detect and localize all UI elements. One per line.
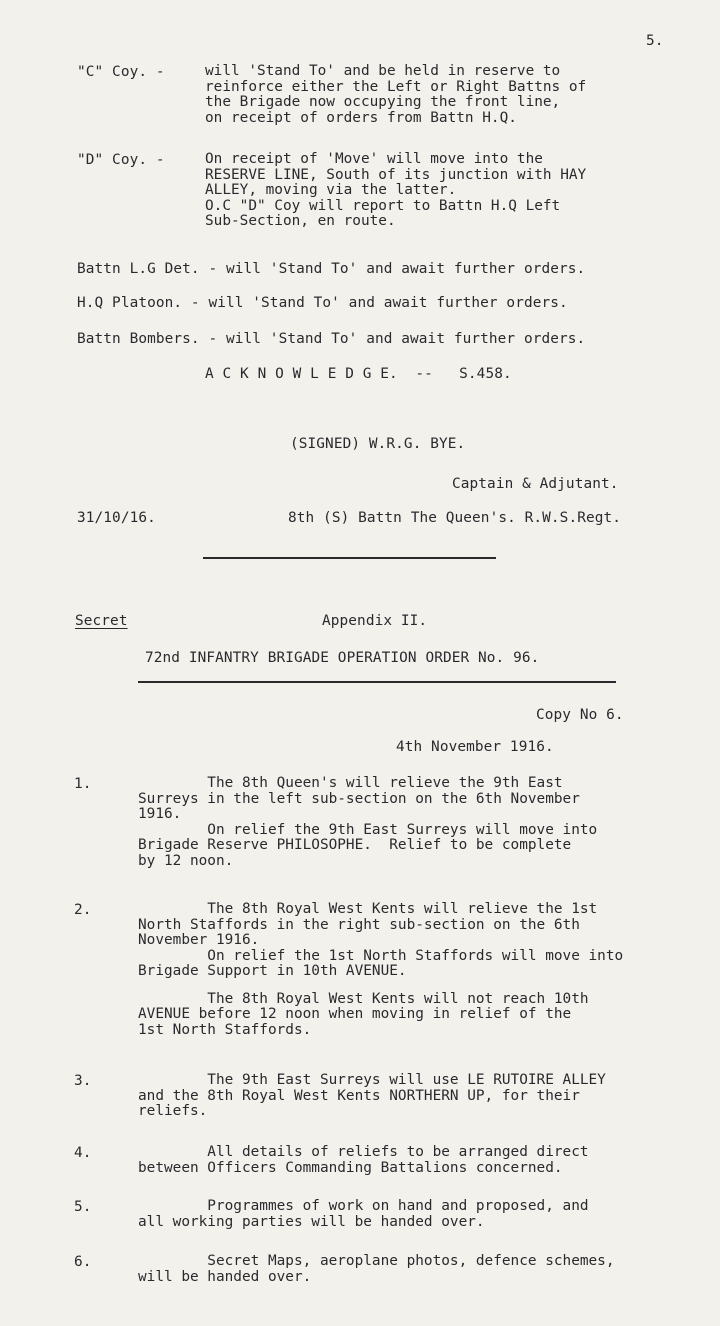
paragraph-line: 1st North Staffords. <box>138 1021 312 1038</box>
paragraph-5 <box>138 1199 589 1230</box>
paragraph-line: Programmes of work on hand and proposed, and <box>138 1198 589 1214</box>
paragraph-3 <box>138 1073 606 1120</box>
paragraph-line: will be handed over. <box>138 1268 312 1285</box>
order-text-c-coy <box>205 64 586 126</box>
paragraph-line: Brigade Support in 10th AVENUE. <box>138 963 407 979</box>
paragraph-line: On relief the 9th East Surreys will move into <box>138 821 598 838</box>
paragraph-line: by 12 noon. <box>138 852 234 869</box>
paragraph-line: AVENUE before 12 noon when moving in relief of the <box>138 1006 572 1022</box>
paragraph-line: Secret Maps, aeroplane photos, defence schemes, <box>138 1253 615 1269</box>
paragraph-line: Surreys in the left sub-section on the 6th November <box>138 790 580 807</box>
copy-number: Copy No 6. <box>536 707 624 723</box>
signature-line: (SIGNED) W.R.G. BYE. <box>290 436 466 452</box>
paragraph-line: On relief the 1st North Staffords will move into <box>138 947 624 964</box>
operation-order-title: 72nd INFANTRY BRIGADE OPERATION ORDER No. 96. <box>145 650 540 666</box>
paragraph-line: November 1916. <box>138 932 260 948</box>
paragraph-line: between Officers Commanding Battalions concerned. <box>138 1159 563 1176</box>
paragraph-line <box>138 980 623 992</box>
order-lg-det: Battn L.G Det. - will 'Stand To' and await further orders. <box>77 261 586 277</box>
order-line: will 'Stand To' and be held in reserve to <box>205 63 561 79</box>
paragraph-number-4: 4. <box>74 1145 92 1161</box>
title-underline-rule <box>138 681 616 683</box>
order-text-d-coy <box>205 152 586 230</box>
order-unit-c-coy: "C" Coy. - <box>77 64 165 80</box>
paragraph-number-6: 6. <box>74 1254 92 1270</box>
paragraph-line: The 8th Queen's will relieve the 9th East <box>138 775 563 791</box>
order-line: On receipt of 'Move' will move into the <box>205 151 543 167</box>
paragraph-number-1: 1. <box>74 776 92 792</box>
paragraph-4 <box>138 1145 589 1176</box>
order-line: the Brigade now occupying the front line, <box>205 94 561 110</box>
paragraph-line: and the 8th Royal West Kents NORTHERN UP, for their <box>138 1087 580 1104</box>
paragraph-line: The 8th Royal West Kents will relieve the 1st <box>138 901 598 917</box>
classification-secret: Secret <box>75 613 128 629</box>
paragraph-1 <box>138 776 597 869</box>
signatory-rank: Captain & Adjutant. <box>452 476 619 492</box>
paragraph-line: reliefs. <box>138 1103 208 1119</box>
separator-rule <box>203 557 496 559</box>
page-number: 5. <box>646 33 664 49</box>
order-line: ALLEY, moving via the latter. <box>205 182 457 198</box>
order-line: O.C "D" Coy will report to Battn H.Q Left <box>205 197 561 214</box>
order-hq-platoon: H.Q Platoon. - will 'Stand To' and await further orders. <box>77 295 568 311</box>
paragraph-line: The 8th Royal West Kents will not reach 10th <box>138 990 589 1007</box>
order-battn-bombers: Battn Bombers. - will 'Stand To' and await further orders. <box>77 331 586 347</box>
paragraph-line: All details of reliefs to be arranged direct <box>138 1144 589 1160</box>
paragraph-2 <box>138 902 623 1038</box>
appendix-title: Appendix II. <box>322 613 428 629</box>
paragraph-line: 1916. <box>138 806 182 822</box>
paragraph-line: North Staffords in the right sub-section on the 6th <box>138 916 580 933</box>
paragraph-line: Brigade Reserve PHILOSOPHE. Relief to be complete <box>138 837 572 853</box>
order-line: Sub-Section, en route. <box>205 213 396 229</box>
unit-name: 8th (S) Battn The Queen's. R.W.S.Regt. <box>288 510 622 526</box>
paragraph-number-5: 5. <box>74 1199 92 1215</box>
appendix-date: 4th November 1916. <box>396 739 554 755</box>
acknowledge-line: A C K N O W L E D G E. -- S.458. <box>205 366 512 382</box>
order-line: reinforce either the Left or Right Battns of <box>205 78 587 95</box>
paragraph-line: The 9th East Surreys will use LE RUTOIRE ALLEY <box>138 1072 606 1088</box>
order-date: 31/10/16. <box>77 510 156 526</box>
paragraph-number-2: 2. <box>74 902 92 918</box>
order-line: RESERVE LINE, South of its junction with HAY <box>205 166 587 183</box>
paragraph-6 <box>138 1254 615 1285</box>
order-line: on receipt of orders from Battn H.Q. <box>205 109 517 126</box>
order-unit-d-coy: "D" Coy. - <box>77 152 165 168</box>
paragraph-line: all working parties will be handed over. <box>138 1213 485 1230</box>
paragraph-number-3: 3. <box>74 1073 92 1089</box>
